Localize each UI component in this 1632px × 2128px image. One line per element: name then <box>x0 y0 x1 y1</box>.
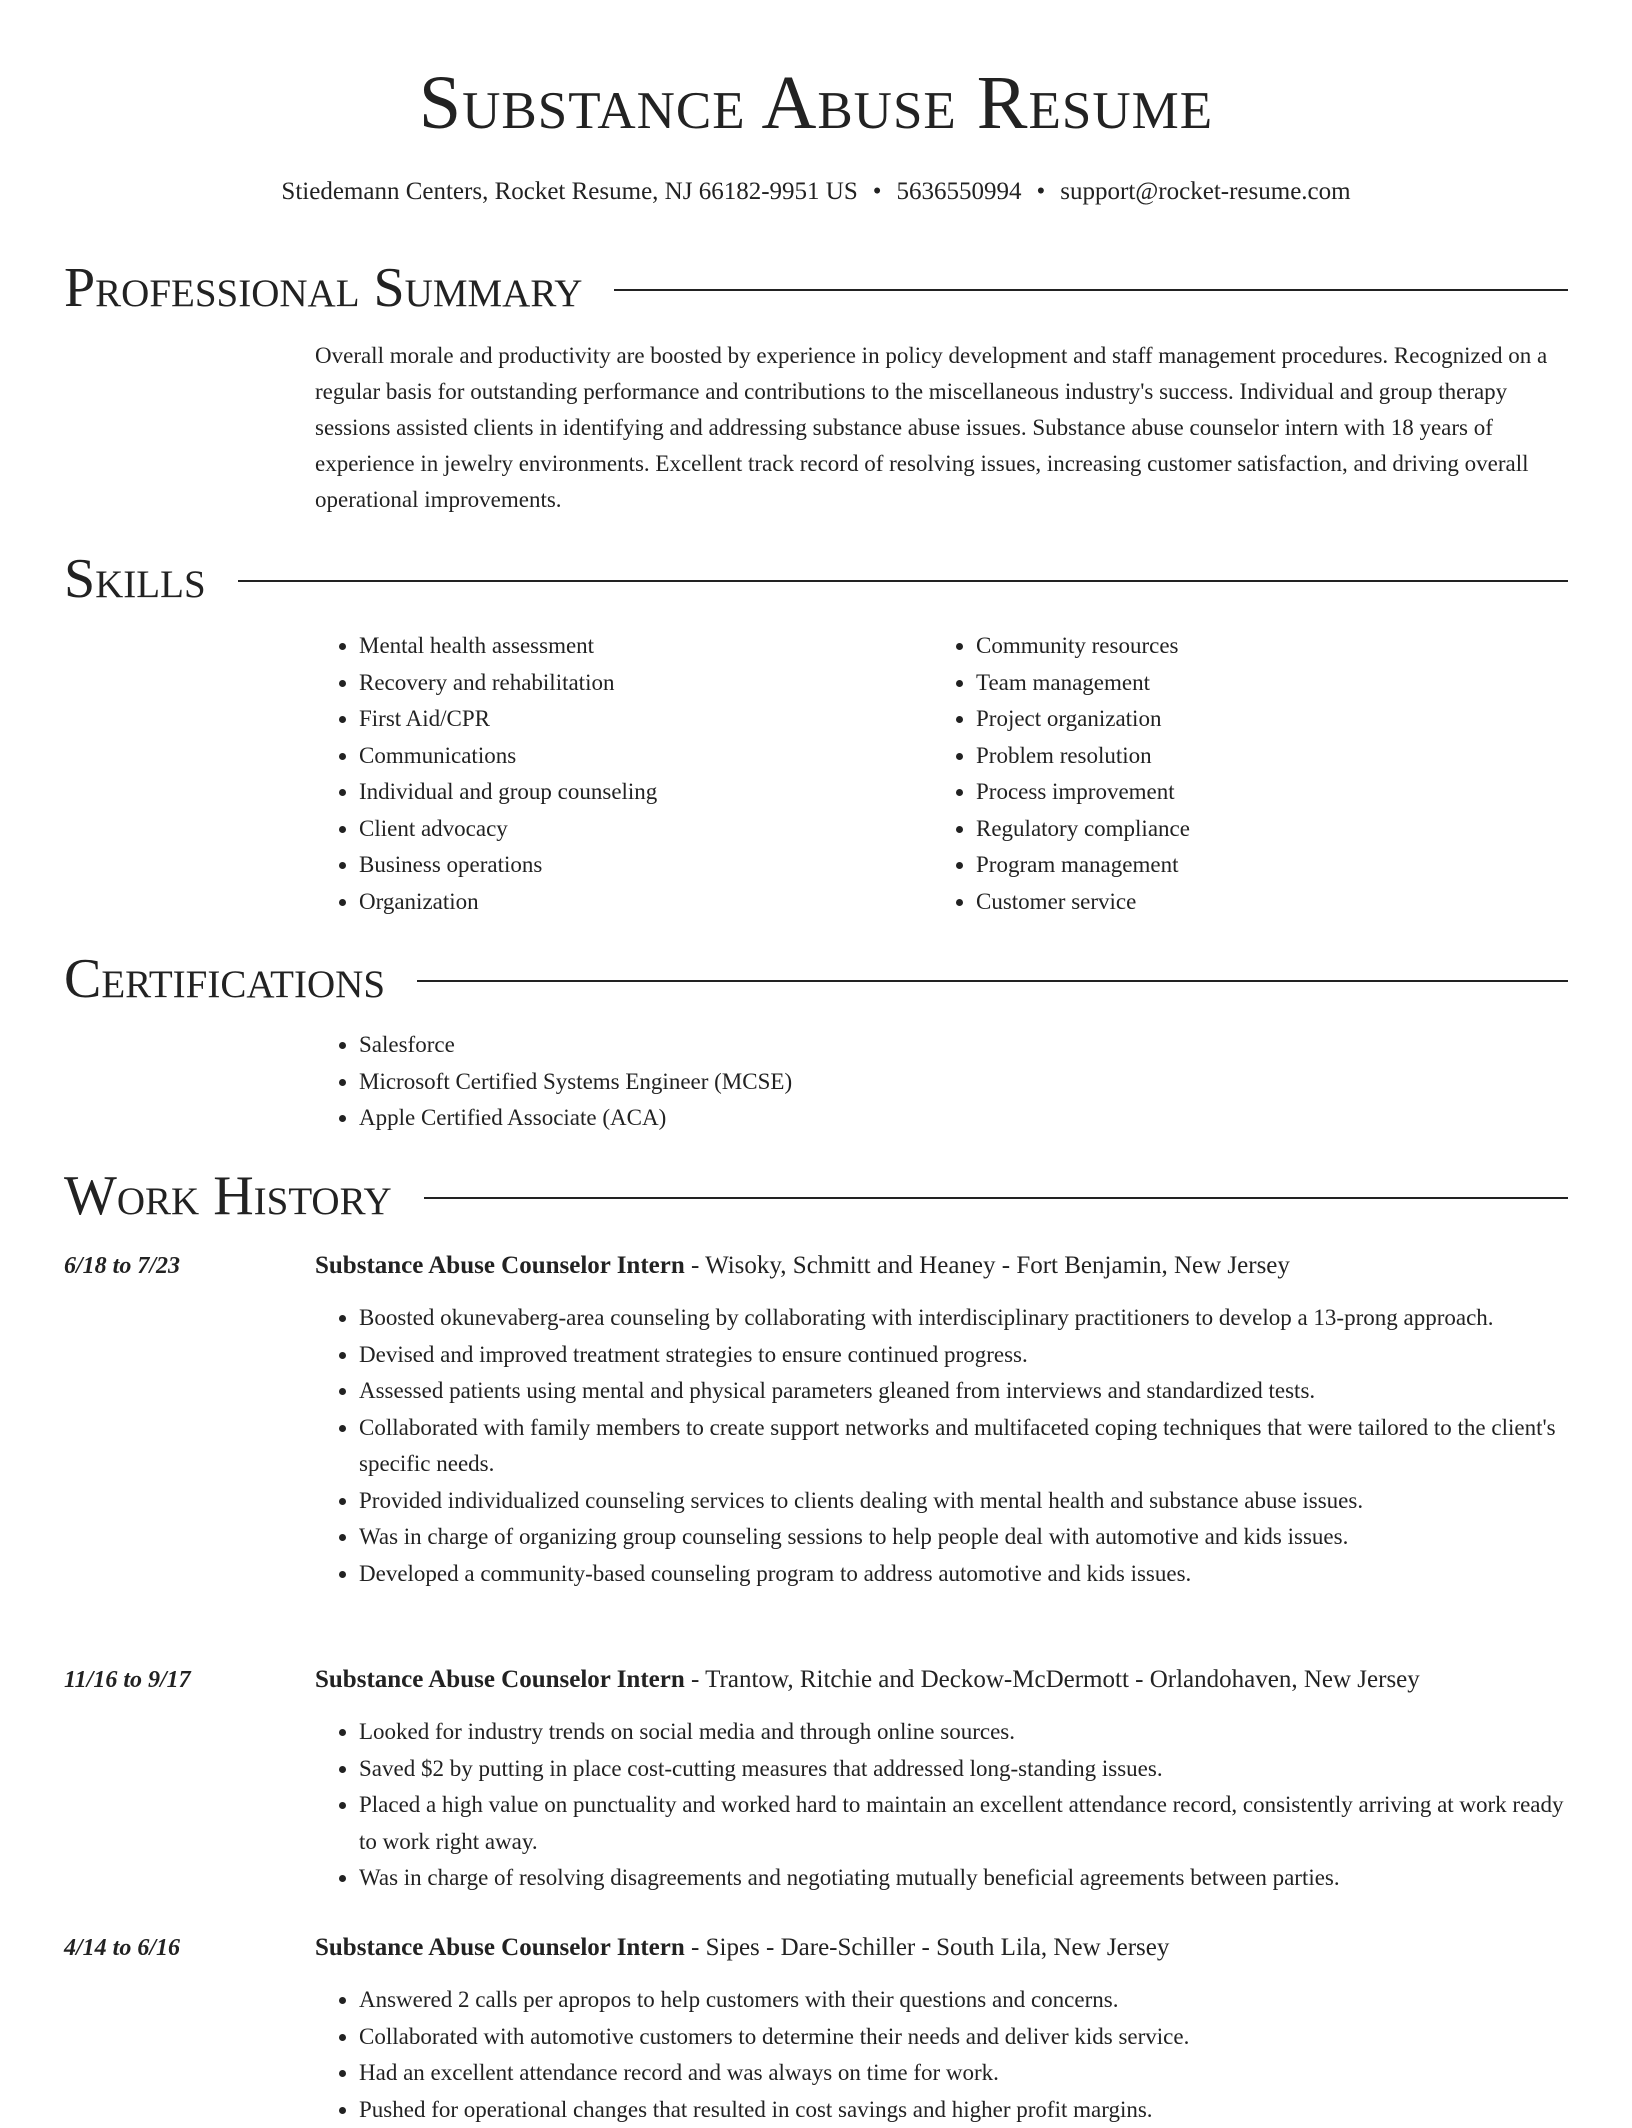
job-employer: - Trantow, Ritchie and Deckow-McDermott - Orlandohaven, New Jersey <box>685 1666 1420 1693</box>
skill-item: • Organization <box>359 884 915 921</box>
contact-separator: • <box>1037 176 1046 208</box>
skill-item: • Project organization <box>976 701 1532 738</box>
job-bullet: • Developed a community-based counseling program to address automotive and kids issues. <box>359 1556 1568 1593</box>
section-header-work-history <box>64 1161 1568 1231</box>
job-bullet: • Boosted okunevaberg-area counseling by collaborating with interdisciplinary practitioners to develop a 13-prong approach. <box>359 1300 1568 1337</box>
section-header-summary <box>64 253 1568 323</box>
job-responsibilities <box>315 1982 1568 2128</box>
skill-item: • Individual and group counseling <box>359 774 915 811</box>
job-responsibilities <box>315 1300 1568 1592</box>
job-bullet: • Had an excellent attendance record and was always on time for work. <box>359 2055 1568 2092</box>
job-bullet: • Answered 2 calls per apropos to help customers with their questions and concerns. <box>359 1982 1568 2019</box>
job-heading <box>315 1662 1568 1698</box>
skill-item: • Regulatory compliance <box>976 811 1532 848</box>
skill-item: • Customer service <box>976 884 1532 921</box>
job-heading <box>315 1248 1568 1284</box>
job-bullet: • Was in charge of resolving disagreements and negotiating mutually beneficial agreements between parties. <box>359 1860 1568 1897</box>
section-title: Professional Summary <box>64 253 614 323</box>
skill-item: • Recovery and rehabilitation <box>359 665 915 702</box>
job-employer: - Sipes - Dare-Schiller - South Lila, New Jersey <box>685 1934 1170 1961</box>
skills-list-right <box>932 628 1532 920</box>
certifications-list <box>315 1027 1565 1137</box>
section-divider <box>238 580 1568 582</box>
section-title: Work History <box>64 1161 424 1231</box>
job-dates: 11/16 to 9/17 <box>64 1662 191 1698</box>
skill-item: • First Aid/CPR <box>359 701 915 738</box>
job-bullet: • Assessed patients using mental and physical parameters gleaned from interviews and standardized tests. <box>359 1373 1568 1410</box>
skill-item: • Program management <box>976 847 1532 884</box>
contact-separator: • <box>873 176 882 208</box>
contact-email: support@rocket-resume.com <box>1060 178 1350 205</box>
job-bullet: • Collaborated with family members to create support networks and multifaceted coping techniques that were tailored to the client's specific needs. <box>359 1410 1568 1483</box>
resume-title: Substance Abuse Resume <box>0 58 1632 148</box>
skill-item: • Business operations <box>359 847 915 884</box>
section-title: Certifications <box>64 944 417 1014</box>
skill-item: • Client advocacy <box>359 811 915 848</box>
job-bullet: • Provided individualized counseling services to clients dealing with mental health and substance abuse issues. <box>359 1483 1568 1520</box>
job-bullet: • Placed a high value on punctuality and worked hard to maintain an excellent attendance record, consistently arriving at work ready to work right away. <box>359 1787 1568 1860</box>
job-bullet-list <box>315 1300 1568 1592</box>
skill-item: • Problem resolution <box>976 738 1532 775</box>
skill-item: • Team management <box>976 665 1532 702</box>
job-employer: - Wisoky, Schmitt and Heaney - Fort Benjamin, New Jersey <box>685 1252 1290 1279</box>
section-title: Skills <box>64 544 238 614</box>
job-bullet: • Saved $2 by putting in place cost-cutting measures that addressed long-standing issues. <box>359 1751 1568 1788</box>
section-header-skills <box>64 544 1568 614</box>
job-title: Substance Abuse Counselor Intern <box>315 1666 685 1693</box>
contact-line <box>0 176 1632 208</box>
job-bullet: • Collaborated with automotive customers to determine their needs and deliver kids service. <box>359 2019 1568 2056</box>
skill-item: • Communications <box>359 738 915 775</box>
certifications-block <box>315 1027 1565 1137</box>
job-bullet: • Was in charge of organizing group counseling sessions to help people deal with automotive and kids issues. <box>359 1519 1568 1556</box>
certification-item: • Salesforce <box>359 1027 1565 1064</box>
summary-text: Overall morale and productivity are boosted by experience in policy development and staff management procedures. Recognized on a regular basis for outstanding performance and contributions to the miscellaneous industry's success. Individual and group therapy sessions assisted clients in identifying and addressing substance abuse issues. Substance abuse counselor intern with 18 years of experience in jewelry environments. Excellent track record of resolving issues, increasing customer satisfaction, and driving overall operational improvements. <box>315 338 1565 518</box>
job-dates: 4/14 to 6/16 <box>64 1930 180 1966</box>
contact-address: Stiedemann Centers, Rocket Resume, NJ 66182-9951 US <box>281 178 857 205</box>
certification-item: • Apple Certified Associate (ACA) <box>359 1100 1565 1137</box>
job-bullet: • Pushed for operational changes that resulted in cost savings and higher profit margins. <box>359 2092 1568 2128</box>
skills-column-right <box>932 628 1532 920</box>
job-bullet: • Looked for industry trends on social media and through online sources. <box>359 1714 1568 1751</box>
skill-item: • Community resources <box>976 628 1532 665</box>
job-bullet-list <box>315 1982 1568 2128</box>
job-bullet-list <box>315 1714 1568 1897</box>
contact-phone: 5636550994 <box>897 178 1022 205</box>
section-divider <box>417 980 1568 982</box>
certification-item: • Microsoft Certified Systems Engineer (MCSE) <box>359 1064 1565 1101</box>
skill-item: • Mental health assessment <box>359 628 915 665</box>
job-bullet: • Devised and improved treatment strategies to ensure continued progress. <box>359 1337 1568 1374</box>
section-divider <box>614 289 1568 291</box>
section-divider <box>424 1197 1568 1199</box>
section-header-certifications <box>64 944 1568 1014</box>
job-responsibilities <box>315 1714 1568 1897</box>
job-heading <box>315 1930 1568 1966</box>
job-title: Substance Abuse Counselor Intern <box>315 1934 685 1961</box>
job-title: Substance Abuse Counselor Intern <box>315 1252 685 1279</box>
skill-item: • Process improvement <box>976 774 1532 811</box>
skills-column-left <box>315 628 915 920</box>
skills-list-left <box>315 628 915 920</box>
job-dates: 6/18 to 7/23 <box>64 1248 180 1284</box>
